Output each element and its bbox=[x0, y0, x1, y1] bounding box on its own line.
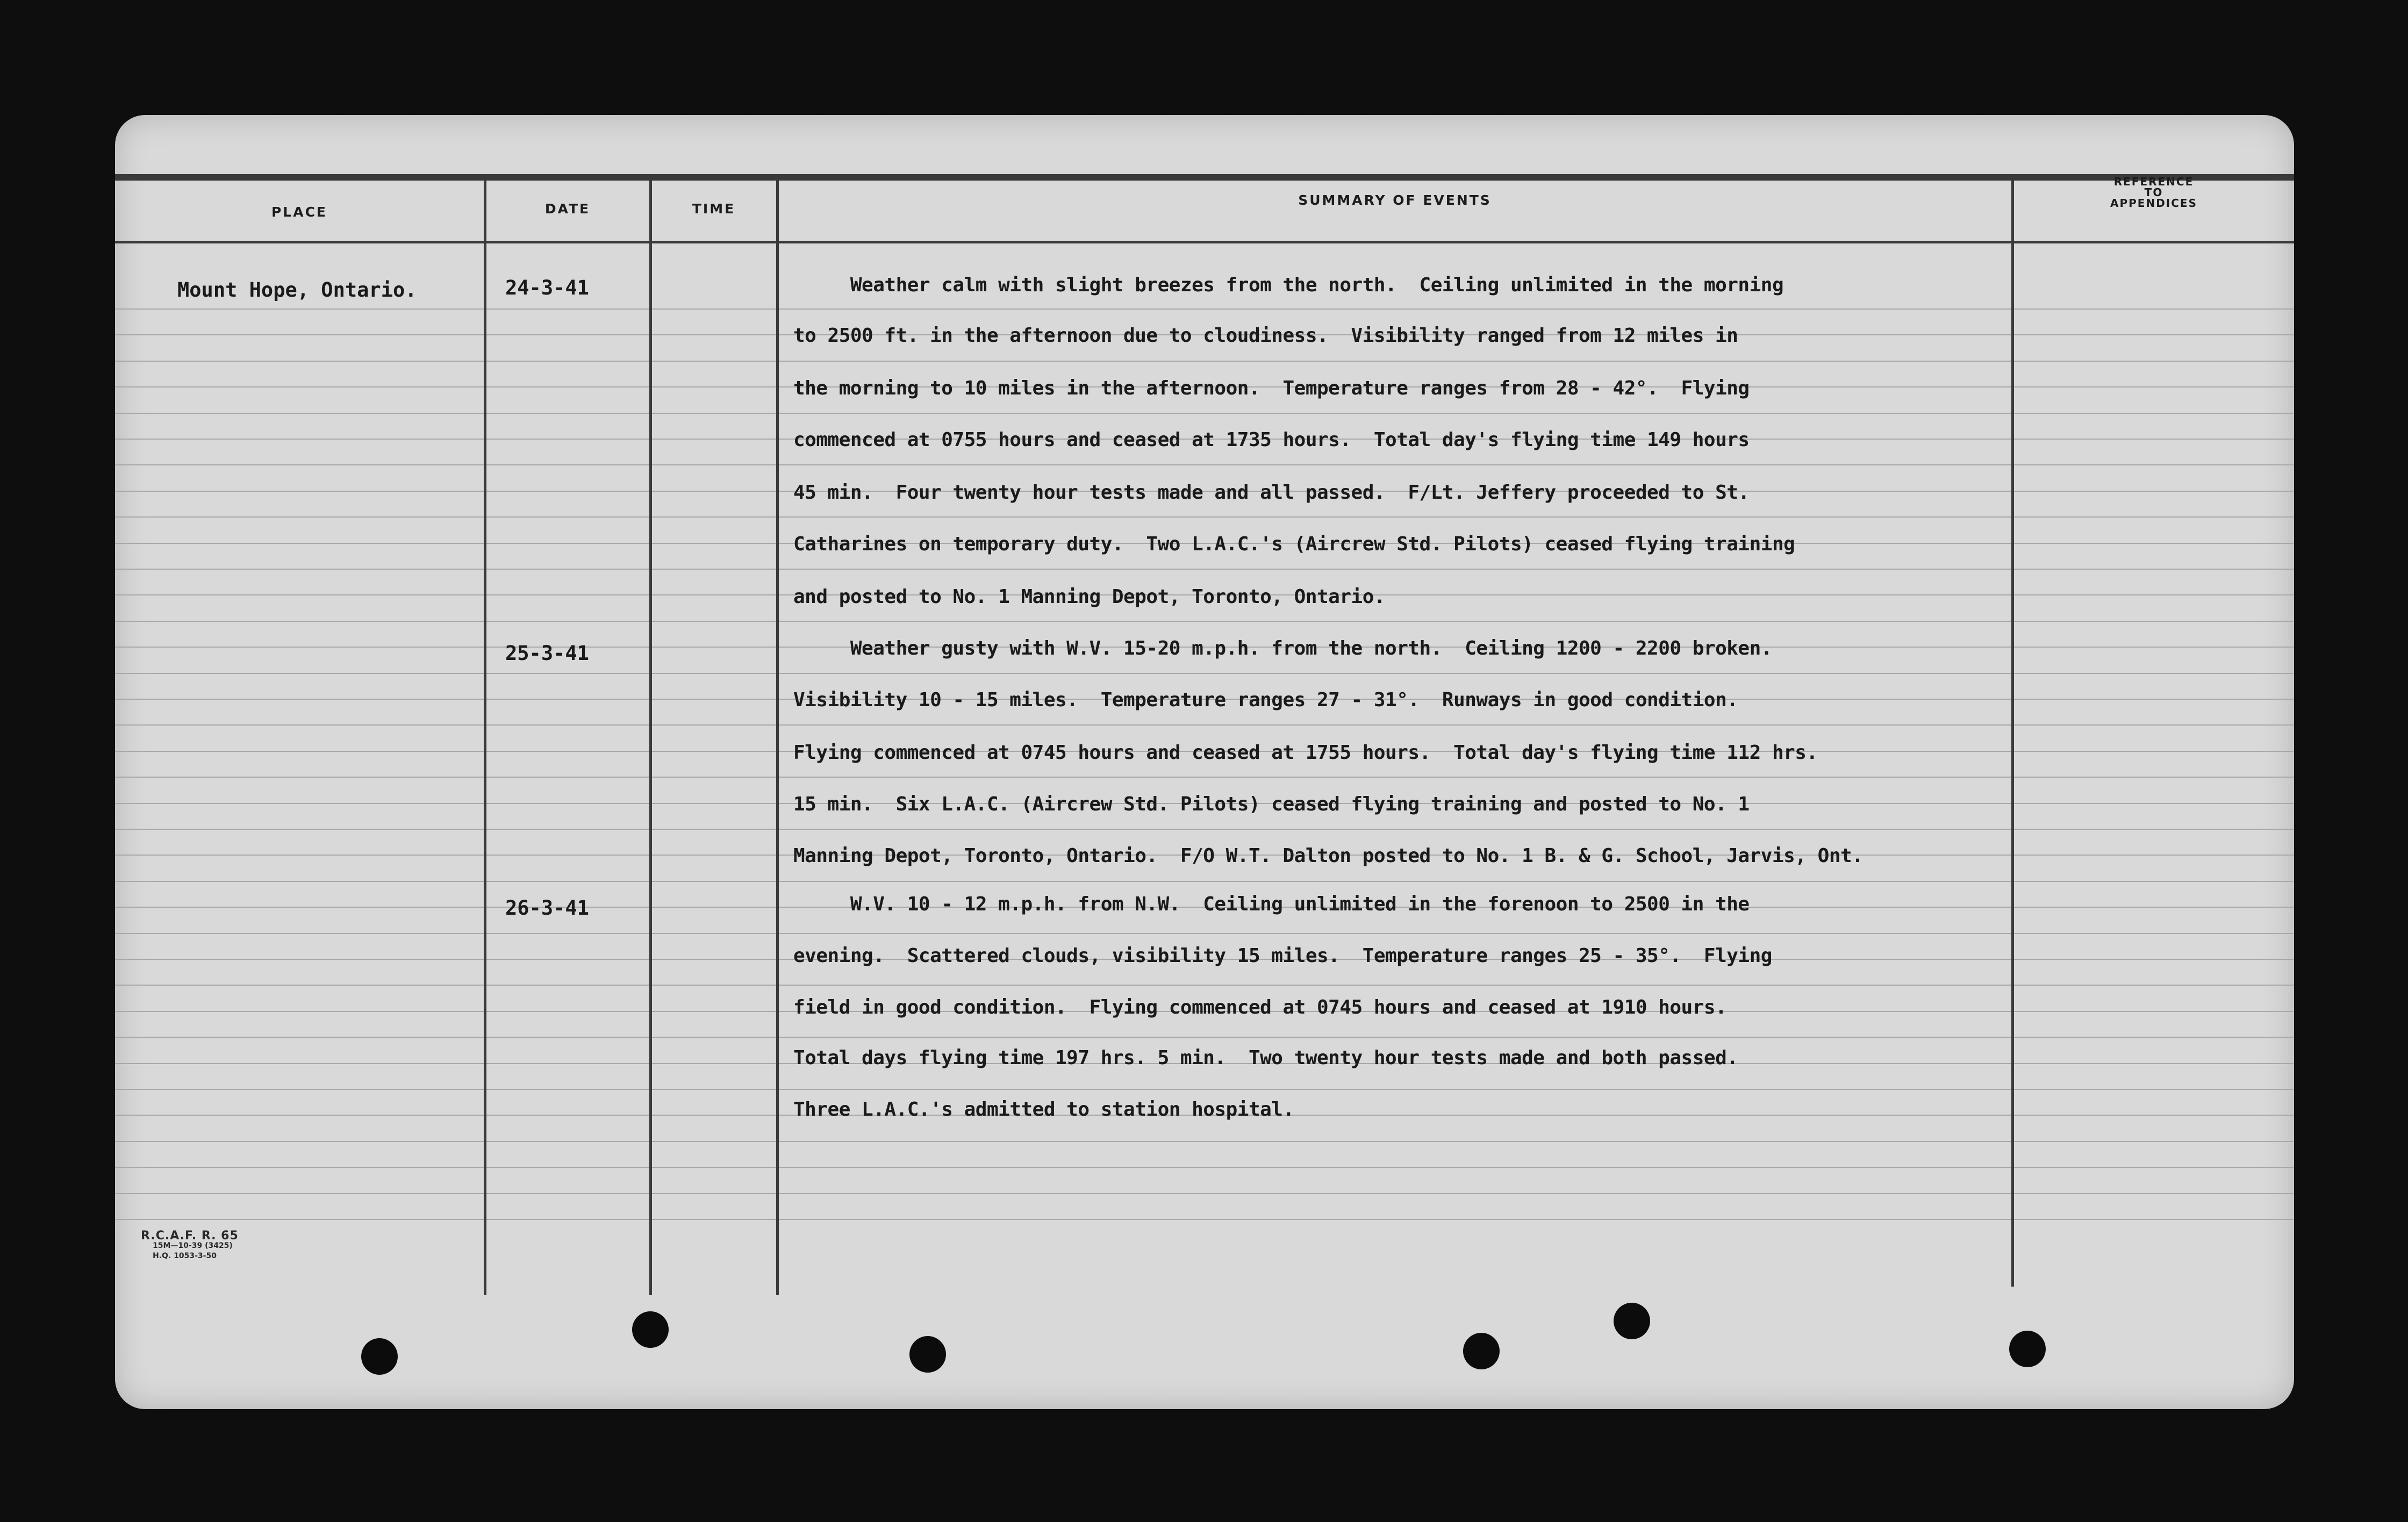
summary-line: Three L.A.C.'s admitted to station hospital. bbox=[793, 1099, 1294, 1121]
summary-line: W.V. 10 - 12 m.p.h. from N.W. Ceiling unlimited in the forenoon to 2500 in the bbox=[793, 893, 1750, 915]
ruled-line bbox=[115, 1193, 2294, 1194]
ruled-line bbox=[115, 569, 2294, 570]
header-reference-line-3: APPENDICES bbox=[2110, 197, 2197, 210]
record-card bbox=[115, 115, 2294, 1409]
summary-line: Flying commenced at 0745 hours and ceased at 1755 hours. Total day's flying time 112 hrs. bbox=[793, 742, 1818, 764]
place-value: Mount Hope, Ontario. bbox=[177, 278, 417, 301]
summary-line: Weather gusty with W.V. 15-20 m.p.h. from the north. Ceiling 1200 - 2200 broken. bbox=[793, 637, 1772, 659]
header-reference-line-1: REFERENCE bbox=[2113, 175, 2194, 188]
punch-hole bbox=[1614, 1303, 1650, 1339]
ruled-line bbox=[115, 724, 2294, 726]
punch-hole bbox=[2009, 1331, 2046, 1367]
punch-hole bbox=[632, 1311, 669, 1348]
header-bottom-border bbox=[115, 241, 2294, 243]
ruled-line bbox=[115, 464, 2294, 465]
summary-line: and posted to No. 1 Manning Depot, Toronto, Ontario. bbox=[793, 586, 1386, 608]
entry-date-3: 26-3-41 bbox=[505, 896, 589, 920]
entry-date-1: 24-3-41 bbox=[505, 276, 589, 299]
ruled-line bbox=[115, 985, 2294, 986]
header-time: TIME bbox=[692, 201, 736, 217]
summary-line: 15 min. Six L.A.C. (Aircrew Std. Pilots) ceased flying training and posted to No. 1 bbox=[793, 793, 1750, 815]
ruled-line bbox=[115, 621, 2294, 622]
summary-line: evening. Scattered clouds, visibility 15 miles. Temperature ranges 25 - 35°. Flying bbox=[793, 945, 1772, 967]
form-code-line-2: 15M—10-39 (3425) bbox=[153, 1241, 233, 1250]
form-code-line-3: H.Q. 1053-3-50 bbox=[153, 1252, 217, 1260]
ruled-line bbox=[115, 933, 2294, 934]
divider-place-date bbox=[484, 180, 486, 1295]
ruled-line bbox=[115, 413, 2294, 414]
summary-line: Manning Depot, Toronto, Ontario. F/O W.T. Dalton posted to No. 1 B. & G. School, Jarvis, Ont. bbox=[793, 845, 1864, 867]
divider-summary-reference bbox=[2011, 180, 2014, 1287]
header-reference-to-appendices bbox=[2013, 176, 2294, 209]
ruled-line bbox=[115, 308, 2294, 310]
summary-line: Weather calm with slight breezes from the north. Ceiling unlimited in the morning bbox=[793, 274, 1784, 296]
ruled-line bbox=[115, 1167, 2294, 1168]
summary-line: 45 min. Four twenty hour tests made and all passed. F/Lt. Jeffery proceeded to St. bbox=[793, 482, 1750, 504]
card-top-border bbox=[115, 174, 2294, 181]
ruled-line bbox=[115, 361, 2294, 362]
summary-line: the morning to 10 miles in the afternoon. Temperature ranges from 28 - 42°. Flying bbox=[793, 377, 1750, 399]
summary-line: commenced at 0755 hours and ceased at 1735 hours. Total day's flying time 149 hours bbox=[793, 429, 1750, 451]
punch-hole bbox=[361, 1338, 398, 1375]
divider-date-time bbox=[649, 180, 652, 1295]
header-summary-of-events: SUMMARY OF EVENTS bbox=[1298, 192, 1492, 208]
summary-line: to 2500 ft. in the afternoon due to cloudiness. Visibility ranged from 12 miles in bbox=[793, 325, 1738, 347]
ruled-line bbox=[115, 516, 2294, 518]
header-reference-line-2: TO bbox=[2144, 186, 2163, 199]
ruled-line bbox=[115, 673, 2294, 674]
summary-line: Total days flying time 197 hrs. 5 min. Two twenty hour tests made and both passed. bbox=[793, 1047, 1738, 1069]
header-place: PLACE bbox=[271, 204, 328, 220]
ruled-line bbox=[115, 829, 2294, 830]
form-code bbox=[141, 1231, 239, 1261]
entry-date-2: 25-3-41 bbox=[505, 642, 589, 665]
ruled-line bbox=[115, 777, 2294, 778]
ruled-line bbox=[115, 881, 2294, 882]
header-date: DATE bbox=[544, 201, 591, 217]
summary-line: Catharines on temporary duty. Two L.A.C.'s (Aircrew Std. Pilots) ceased flying training bbox=[793, 533, 1795, 555]
ruled-line bbox=[115, 1037, 2294, 1038]
form-code-line-1: R.C.A.F. R. 65 bbox=[141, 1229, 239, 1243]
summary-line: field in good condition. Flying commenced at 0745 hours and ceased at 1910 hours. bbox=[793, 996, 1727, 1018]
ruled-line bbox=[115, 1219, 2294, 1220]
punch-hole bbox=[1463, 1333, 1500, 1369]
divider-time-summary bbox=[776, 180, 779, 1295]
punch-hole bbox=[909, 1336, 946, 1373]
summary-line: Visibility 10 - 15 miles. Temperature ranges 27 - 31°. Runways in good condition. bbox=[793, 689, 1738, 711]
ruled-line bbox=[115, 1089, 2294, 1090]
ruled-line bbox=[115, 1141, 2294, 1142]
